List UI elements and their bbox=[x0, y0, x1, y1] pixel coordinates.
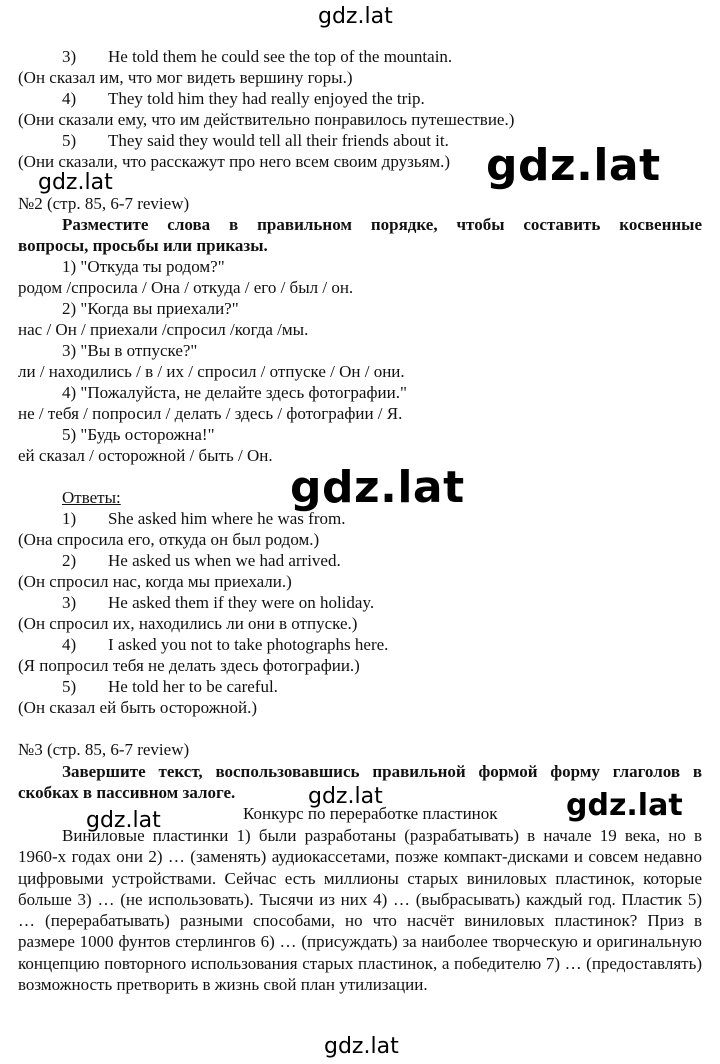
watermark-bottom: gdz.lat bbox=[324, 1034, 399, 1059]
answers-label: Ответы: bbox=[62, 488, 121, 507]
translation: (Они сказали ему, что им действительно понравилось путешествие.) bbox=[18, 110, 515, 129]
task-instruction-line1: Завершите текст, воспользовавшись правильной формой форму глаголов в bbox=[62, 762, 702, 781]
watermark-medium: gdz.lat bbox=[566, 788, 683, 823]
task-instruction-line2: скобках в пассивном залоге. bbox=[18, 783, 236, 802]
translation: (Я попросил тебя не делать здесь фотографии.) bbox=[18, 656, 360, 675]
word-list: нас / Он / приехали /спросил /когда /мы. bbox=[18, 320, 309, 339]
translation: (Он спросил нас, когда мы приехали.) bbox=[18, 572, 292, 591]
word-list: ей сказал / осторожной / быть / Он. bbox=[18, 446, 273, 465]
prompt: 2) "Когда вы приехали?" bbox=[62, 299, 239, 318]
word-list: не / тебя / попросил / делать / здесь / фотографии / Я. bbox=[18, 404, 403, 423]
answer-item: 2) He asked us when we had arrived. bbox=[62, 551, 341, 570]
task-paragraph: Виниловые пластинки 1) были разработаны (разрабатывать) в начале 19 века, но в 1960-х годах они 2) … (заменять) аудиокассетами, позже компакт-дисками и совсем недавно цифровыми устройствами. Сейчас есть миллионы старых виниловых пластинок, которые больше 3) … (не использовать). Тысячи из них 4) … (выбрасывать) каждый год. Пластик 5) … (перерабатывать) разными способами, но что насчёт виниловых пластинок? Приз в размере 1000 фунтов стерлингов 6) … (присуждать) за наиболее творческую и оригинальную концепцию повторного использования старых пластинок, а победителю 7) … (предоставлять) возможность претворить в жизнь свой план утилизации. bbox=[18, 826, 702, 995]
word-list: родом /спросила / Она / откуда / его / был / он. bbox=[18, 278, 354, 297]
list-item: 3) He told them he could see the top of the mountain. bbox=[62, 47, 453, 66]
task-instruction-line1: Разместите слова в правильном порядке, чтобы составить косвенные bbox=[62, 215, 702, 234]
text-title: Конкурс по переработке пластинок bbox=[243, 804, 498, 823]
watermark-small-1: gdz.lat bbox=[38, 170, 113, 195]
translation: (Он сказал ей быть осторожной.) bbox=[18, 698, 258, 717]
prompt: 3) "Вы в отпуске?" bbox=[62, 341, 198, 360]
word-list: ли / находились / в / их / спросил / отпуске / Он / они. bbox=[18, 362, 405, 381]
answer-item: 3) He asked them if they were on holiday. bbox=[62, 593, 375, 612]
list-item: 5) They said they would tell all their friends about it. bbox=[62, 131, 449, 150]
watermark-small-3: gdz.lat bbox=[86, 808, 161, 833]
translation: (Он спросил их, находились ли они в отпуске.) bbox=[18, 614, 358, 633]
prompt: 1) "Откуда ты родом?" bbox=[62, 257, 225, 276]
task-heading: №3 (стр. 85, 6-7 review) bbox=[18, 740, 190, 759]
watermark-small-2: gdz.lat bbox=[308, 784, 383, 809]
translation: (Он сказал им, что мог видеть вершину горы.) bbox=[18, 68, 353, 87]
watermark-large-2: gdz.lat bbox=[290, 462, 465, 513]
watermark-top: gdz.lat bbox=[318, 4, 393, 29]
answer-item: 1) She asked him where he was from. bbox=[62, 509, 346, 528]
task-instruction-line2: вопросы, просьбы или приказы. bbox=[18, 236, 268, 255]
translation: (Они сказали, что расскажут про него всем своим друзьям.) bbox=[18, 152, 451, 171]
prompt: 4) "Пожалуйста, не делайте здесь фотографии." bbox=[62, 383, 407, 402]
prompt: 5) "Будь осторожна!" bbox=[62, 425, 215, 444]
list-item: 4) They told him they had really enjoyed the trip. bbox=[62, 89, 425, 108]
task-heading: №2 (стр. 85, 6-7 review) bbox=[18, 194, 190, 213]
answer-item: 5) He told her to be careful. bbox=[62, 677, 278, 696]
watermark-large-1: gdz.lat bbox=[486, 140, 661, 191]
translation: (Она спросила его, откуда он был родом.) bbox=[18, 530, 320, 549]
answer-item: 4) I asked you not to take photographs here. bbox=[62, 635, 389, 654]
